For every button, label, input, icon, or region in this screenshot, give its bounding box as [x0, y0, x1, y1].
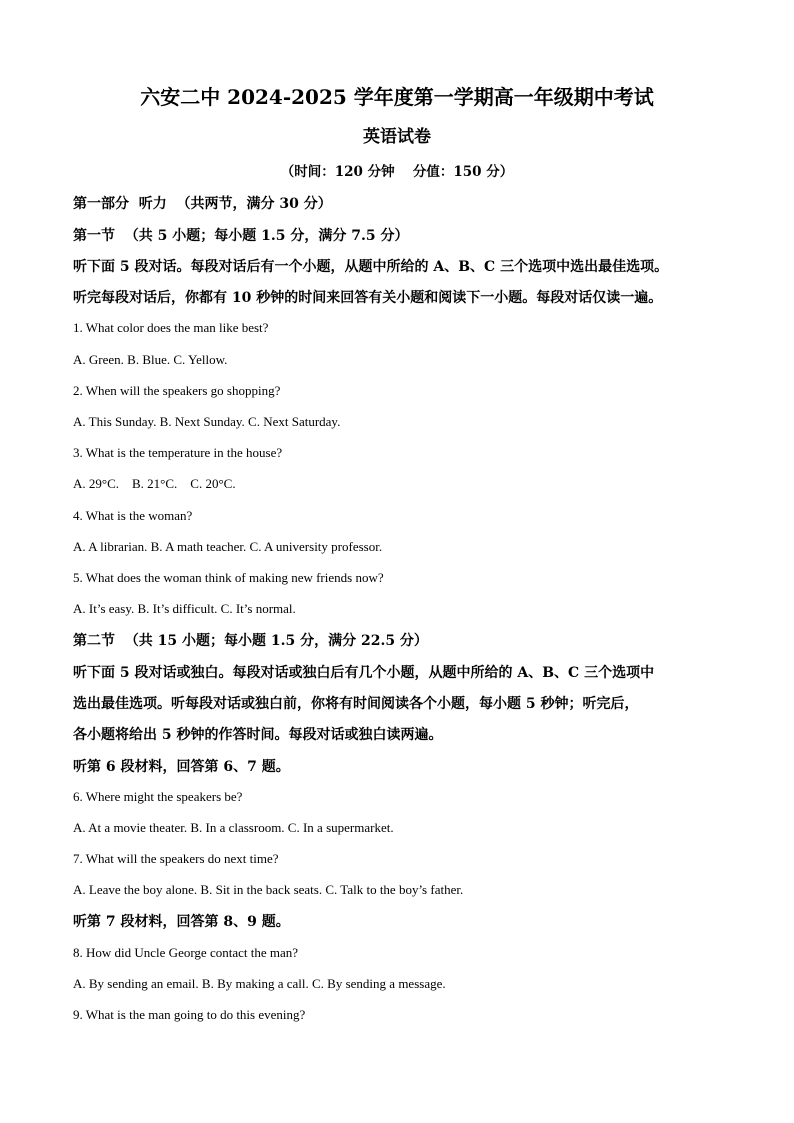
question-text: 3. What is the temperature in the house?	[73, 445, 283, 460]
exam-subtitle: 英语试卷	[363, 127, 431, 147]
question-text: 7. What will the speakers do next time?	[73, 851, 279, 866]
question-options: A. At a movie theater. B. In a classroom. C. In a supermarket.	[73, 820, 394, 835]
section2-instruction-line: 选出最佳选项。听每段对话或独白前，你将有时间阅读各个小题，每小题 5 秒钟；听完后，	[73, 696, 639, 712]
exam-title: 六安二中 2024-2025 学年度第一学期高一年级期中考试	[140, 85, 654, 109]
question-options: A. 29°C. B. 21°C. C. 20°C.	[73, 476, 236, 491]
question-options: A. It’s easy. B. It’s difficult. C. It’s normal.	[73, 601, 296, 616]
question-text: 6. Where might the speakers be?	[73, 789, 243, 804]
group7-label: 听第 7 段材料，回答第 8、9 题。	[73, 914, 290, 930]
question-text: 8. How did Uncle George contact the man?	[73, 945, 299, 960]
section1-heading: 第一节 （共 5 小题；每小题 1.5 分，满分 7.5 分）	[73, 228, 409, 244]
question-text: 5. What does the woman think of making new friends now?	[73, 570, 384, 585]
exam-time-info: （时间：120 分钟 分值：150 分）	[280, 164, 514, 180]
group6-label: 听第 6 段材料，回答第 6、7 题。	[73, 759, 290, 775]
section2-heading: 第二节 （共 15 小题；每小题 1.5 分，满分 22.5 分）	[73, 633, 428, 649]
question-options: A. Leave the boy alone. B. Sit in the back seats. C. Talk to the boy’s father.	[73, 882, 464, 897]
question-options: A. By sending an email. B. By making a call. C. By sending a message.	[73, 976, 446, 991]
question-text: 1. What color does the man like best?	[73, 320, 269, 335]
question-text: 9. What is the man going to do this evening?	[73, 1007, 306, 1022]
question-text: 2. When will the speakers go shopping?	[73, 383, 281, 398]
section2-instruction-line: 各小题将给出 5 秒钟的作答时间。每段对话或独白读两遍。	[73, 727, 443, 743]
section1-instruction-line: 听完每段对话后，你都有 10 秒钟的时间来回答有关小题和阅读下一小题。每段对话仅读一遍。	[73, 290, 663, 306]
question-text: 4. What is the woman?	[73, 508, 193, 523]
question-options: A. This Sunday. B. Next Sunday. C. Next Saturday.	[73, 414, 341, 429]
section1-instruction-line: 听下面 5 段对话。每段对话后有一个小题，从题中所给的 A、B、C 三个选项中选出最佳选项。	[73, 259, 669, 275]
section2-instruction-line: 听下面 5 段对话或独白。每段对话或独白后有几个小题，从题中所给的 A、B、C 三个选项中	[73, 665, 655, 681]
question-options: A. A librarian. B. A math teacher. C. A university professor.	[73, 539, 383, 554]
question-options: A. Green. B. Blue. C. Yellow.	[73, 352, 228, 367]
part1-heading: 第一部分 听力 （共两节，满分 30 分）	[73, 196, 332, 212]
